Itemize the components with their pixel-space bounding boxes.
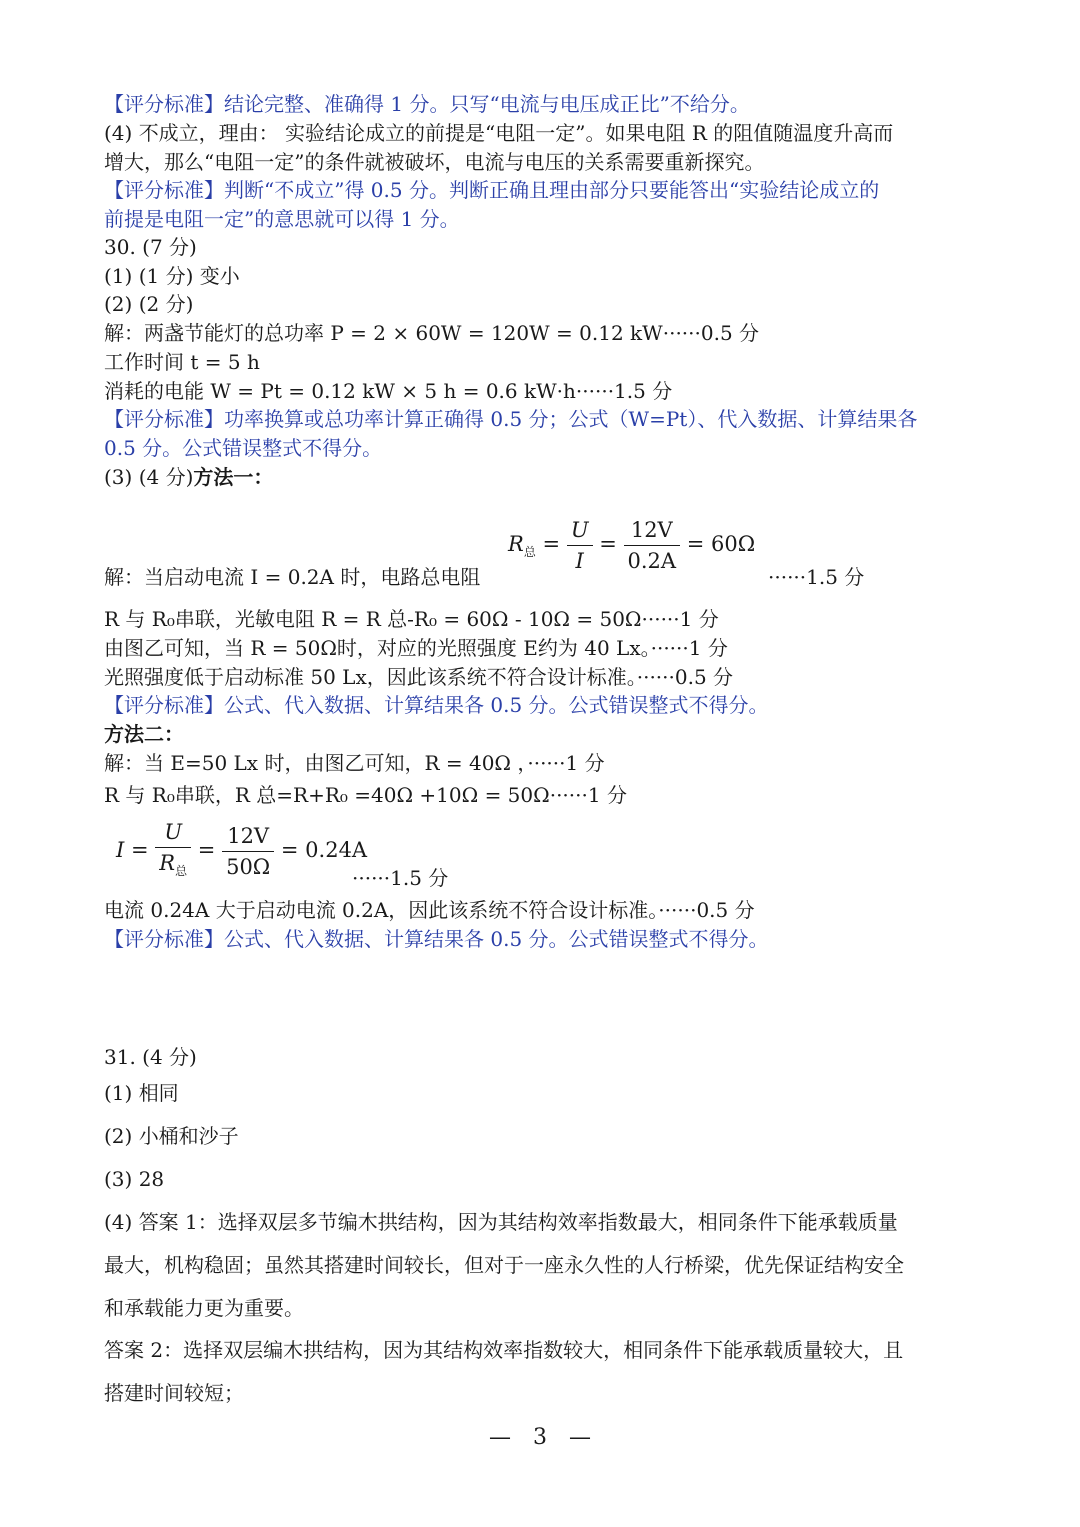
grading-note-2-line-2: 前提是电阻一定”的意思就可以得 1 分。 [104,207,460,231]
question-31-header: 31. (4 分) [104,1045,197,1069]
grading-note-3-line-2: 0.5 分。公式错误整式不得分。 [104,436,383,460]
eq1-equals-2: = [599,532,617,556]
eq1-score: ······1.5 分 [768,565,865,589]
current-equation [116,817,367,886]
grading-note-4: 【评分标准】公式、代入数据、计算结果各 0.5 分。公式错误整式不得分。 [104,693,769,717]
eq2-f1-num: U [155,817,191,848]
eq2-equals: = [197,838,216,863]
answer-4-line-2: 增大，那么“电阻一定”的条件就被破坏，电流与电压的关系需要重新探究。 [104,150,765,174]
q30-work-time: 工作时间 t = 5 h [104,350,260,374]
q30-method1-intro: 解：当启动电流 I = 0.2A 时，电路总电阻 [104,565,481,589]
eq2-fraction-1 [155,817,191,886]
eq1-f1-den: I [575,549,584,573]
q30-method1-graph: 由图乙可知，当 R = 50Ω时，对应的光照强度 E约为 40 Lx。······1 分 [104,636,728,660]
eq2-f1-den-sub: 总 [175,864,188,879]
q30-energy-calc: 消耗的电能 W = Pt = 0.12 kW × 5 h = 0.6 kW·h······1.5 分 [104,379,673,403]
method-one-label: 方法一： [193,465,274,489]
eq1-equals: = [542,532,561,556]
eq1-f1-num: U [567,515,593,546]
eq1-lhs: R [508,532,524,556]
q30-method2-intro: 解：当 E=50 Lx 时，由图乙可知，R = 40Ω ，······1 分 [104,751,605,775]
eq2-f2-num: 12V [222,821,274,852]
eq1-f2-num: 12V [624,515,681,546]
eq2-f2-den: 50Ω [226,855,271,880]
q31-part-4-line-2: 最大，机构稳固；虽然其搭建时间较长，但对于一座永久性的人行桥梁，优先保证结构安全 [104,1253,904,1277]
method-two-label: 方法二： [104,722,184,746]
q31-part-4-line-1: (4) 答案 1：选择双层多节编木拱结构，因为其结构效率指数最大，相同条件下能承载质量 [104,1210,898,1234]
grading-note-2-line-1: 【评分标准】判断“不成立”得 0.5 分。判断正确且理由部分只要能答出“实验结论成立的 [104,178,880,202]
q30-part-1: (1) (1 分) 变小 [104,264,240,288]
grading-note-1: 【评分标准】结论完整、准确得 1 分。只写“电流与电压成正比”不给分。 [104,92,750,116]
eq2-score: ······1.5 分 [352,866,449,890]
q30-method2-series: R 与 R₀串联，R 总=R+R₀ =40Ω +10Ω = 50Ω······1 分 [104,783,627,807]
q30-part-3-header [104,463,273,491]
q31-part-2: (2) 小桶和沙子 [104,1124,239,1148]
q31-part-3: (3) 28 [104,1167,165,1191]
grading-note-3-line-1: 【评分标准】功率换算或总功率计算正确得 0.5 分；公式（W=Pt）、代入数据、计算结果各 [104,407,918,431]
eq2-f1-den-wrap [155,848,191,886]
total-resistance-equation [508,515,755,576]
answer-4-line-1: (4) 不成立，理由： 实验结论成立的前提是“电阻一定”。如果电阻 R 的阻值随温度升高而 [104,121,894,145]
eq1-f2-den: 0.2A [627,549,677,573]
eq2-lhs: I = [116,838,149,863]
eq1-fraction-2 [624,515,681,576]
eq1-fraction-1 [567,515,593,576]
q30-method1-series: R 与 R₀串联，光敏电阻 R = R 总-R₀ = 60Ω - 10Ω = 50Ω······1 分 [104,607,719,631]
q31-part-4-line-3: 和承载能力更为重要。 [104,1296,304,1320]
q30-part-3-label: (3) (4 分) [104,465,194,489]
q30-power-calc: 解：两盏节能灯的总功率 P = 2 × 60W = 120W = 0.12 kW······0.5 分 [104,321,760,345]
q31-answer-2-line-1: 答案 2：选择双层编木拱结构，因为其结构效率指数较大，相同条件下能承载质量较大，且 [104,1338,904,1362]
question-30-header: 30. (7 分) [104,235,197,259]
q31-answer-2-line-2: 搭建时间较短； [104,1381,244,1405]
q30-method2-conclusion: 电流 0.24A 大于启动电流 0.2A，因此该系统不符合设计标准。······0.5 分 [104,898,755,922]
q30-part-2: (2) (2 分) [104,292,194,316]
eq2-f1-den: R [159,851,176,875]
eq1-lhs-sub: 总 [523,545,536,560]
q30-method1-conclusion: 光照强度低于启动标准 50 Lx，因此该系统不符合设计标准。······0.5 分 [104,665,734,689]
q31-part-1: (1) 相同 [104,1081,179,1105]
eq1-result: = 60Ω [686,532,756,556]
eq2-fraction-2 [222,821,274,882]
page-number: — 3 — [489,1425,591,1450]
eq2-result: = 0.24A [280,838,368,863]
grading-note-5: 【评分标准】公式、代入数据、计算结果各 0.5 分。公式错误整式不得分。 [104,927,769,951]
